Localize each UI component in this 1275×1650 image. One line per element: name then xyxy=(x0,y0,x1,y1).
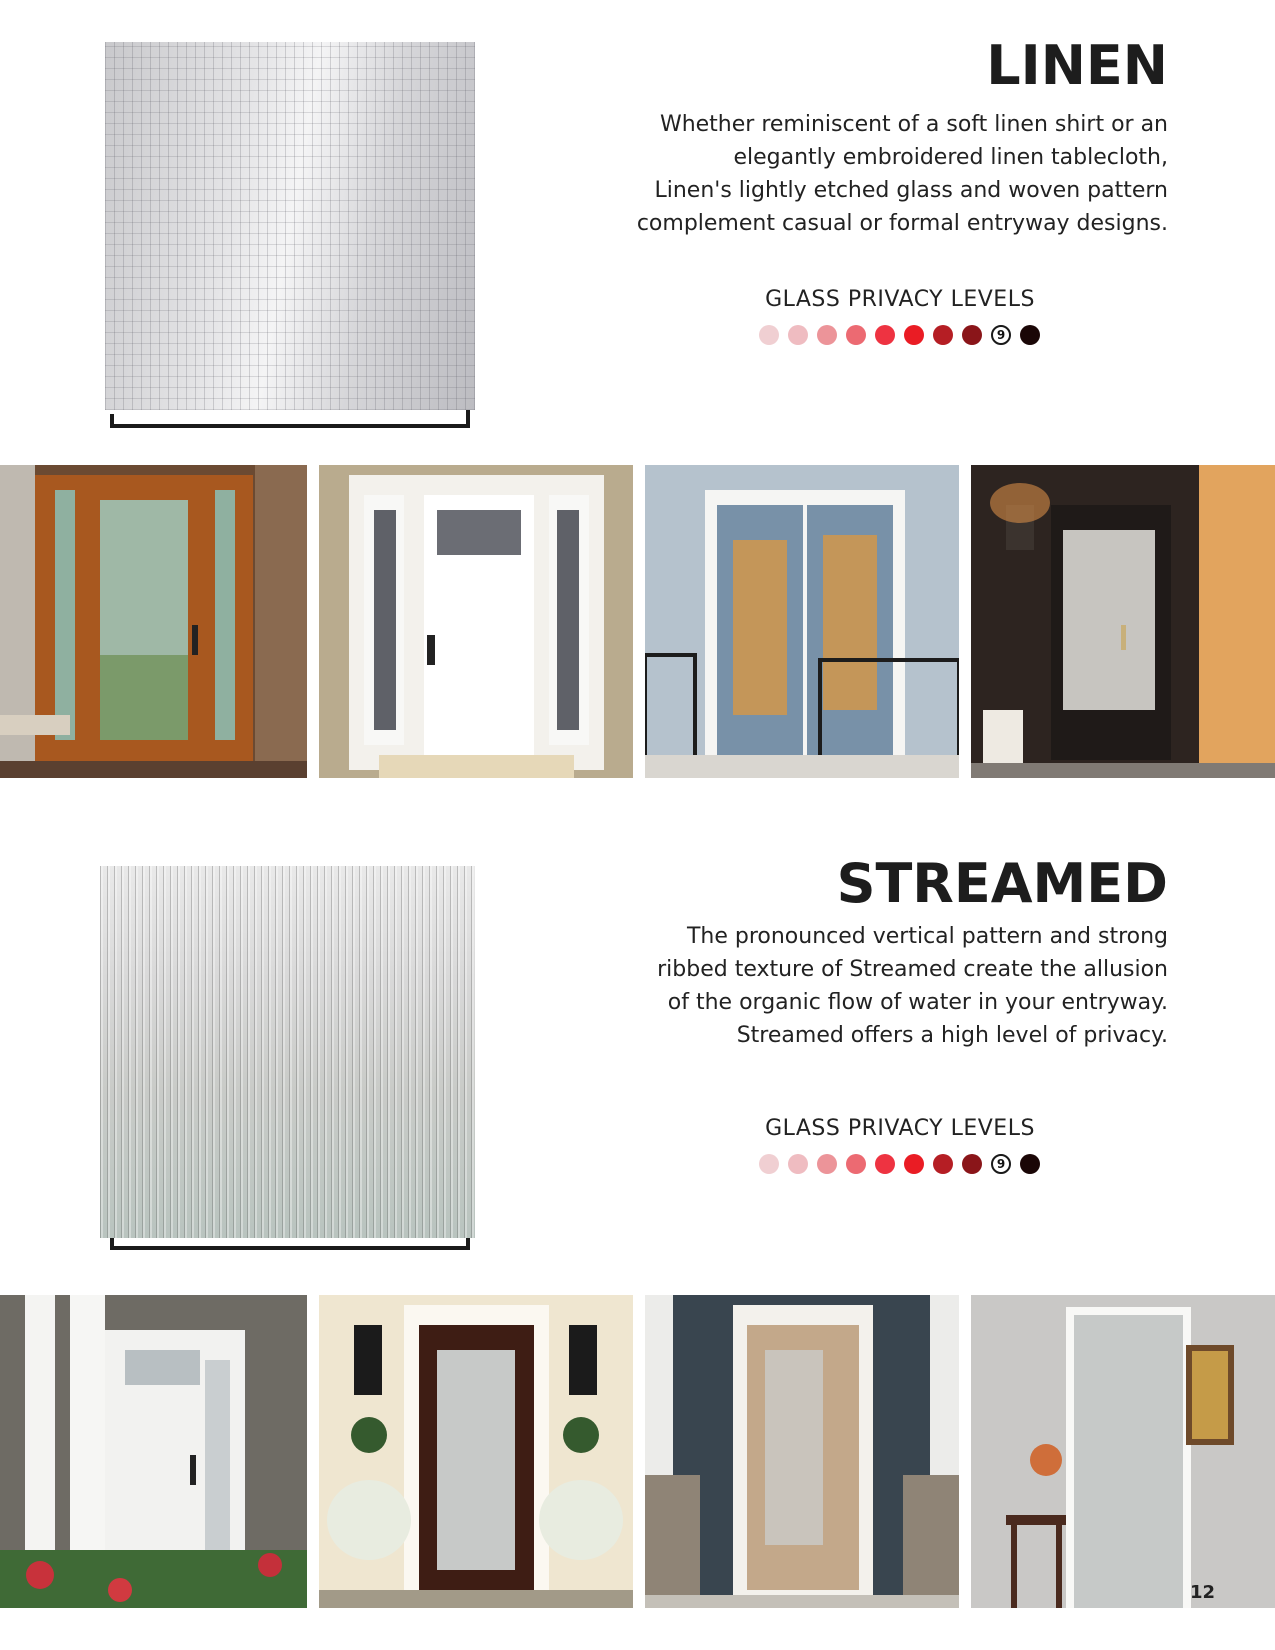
photo-mahogany-door-lanterns xyxy=(319,1295,633,1608)
streamed-privacy-dots xyxy=(759,1154,1040,1174)
photo-white-door-porch-flowers xyxy=(0,1295,307,1608)
privacy-dot-selected: 9 xyxy=(991,1154,1011,1174)
linen-description-line: complement casual or formal entryway designs. xyxy=(636,211,1168,236)
linen-glass-sample xyxy=(105,42,475,410)
privacy-dot xyxy=(1020,1154,1040,1174)
privacy-dot xyxy=(846,325,866,345)
page-number: 12 xyxy=(1190,1582,1216,1603)
privacy-dot xyxy=(788,325,808,345)
privacy-dot xyxy=(933,325,953,345)
streamed-description-line: The pronounced vertical pattern and strong xyxy=(686,924,1168,949)
privacy-dot xyxy=(875,1154,895,1174)
photo-blue-double-doors xyxy=(645,465,959,778)
privacy-dot xyxy=(962,325,982,345)
privacy-dot xyxy=(1020,325,1040,345)
privacy-dot xyxy=(904,1154,924,1174)
photo-black-door-night xyxy=(971,465,1275,778)
privacy-dot xyxy=(759,1154,779,1174)
streamed-title: STREAMED xyxy=(836,852,1168,915)
privacy-dot xyxy=(962,1154,982,1174)
linen-description-line: Linen's lightly etched glass and woven pattern xyxy=(654,178,1168,203)
streamed-photo-row xyxy=(0,1295,1275,1608)
streamed-description xyxy=(568,920,1168,1052)
privacy-dot xyxy=(817,1154,837,1174)
linen-description-line: Whether reminiscent of a soft linen shirt or an xyxy=(659,112,1168,137)
photo-interior-white-door xyxy=(971,1295,1275,1608)
linen-title: LINEN xyxy=(986,34,1168,97)
privacy-dot xyxy=(846,1154,866,1174)
streamed-section xyxy=(0,820,1275,1650)
streamed-description-line: of the organic flow of water in your entryway. xyxy=(667,990,1168,1015)
photo-wood-door-sidelites xyxy=(0,465,307,778)
privacy-dot xyxy=(904,325,924,345)
privacy-dot xyxy=(933,1154,953,1174)
photo-white-craftsman-door-sidelites xyxy=(319,465,633,778)
linen-privacy-label: GLASS PRIVACY LEVELS xyxy=(765,287,1035,312)
privacy-dot xyxy=(875,325,895,345)
linen-privacy-dots xyxy=(759,325,1040,345)
privacy-dot-selected: 9 xyxy=(991,325,1011,345)
privacy-dot xyxy=(817,325,837,345)
streamed-glass-sample xyxy=(100,866,475,1238)
streamed-description-line: ribbed texture of Streamed create the allusion xyxy=(657,957,1168,982)
streamed-description-line: Streamed offers a high level of privacy. xyxy=(736,1023,1168,1048)
privacy-dot xyxy=(759,325,779,345)
linen-photo-row xyxy=(0,465,1275,778)
streamed-privacy-label: GLASS PRIVACY LEVELS xyxy=(765,1116,1035,1141)
privacy-dot xyxy=(788,1154,808,1174)
linen-section xyxy=(0,0,1275,820)
linen-description-line: elegantly embroidered linen tablecloth, xyxy=(733,145,1168,170)
linen-description xyxy=(568,108,1168,240)
photo-tan-door-stone-columns xyxy=(645,1295,959,1608)
